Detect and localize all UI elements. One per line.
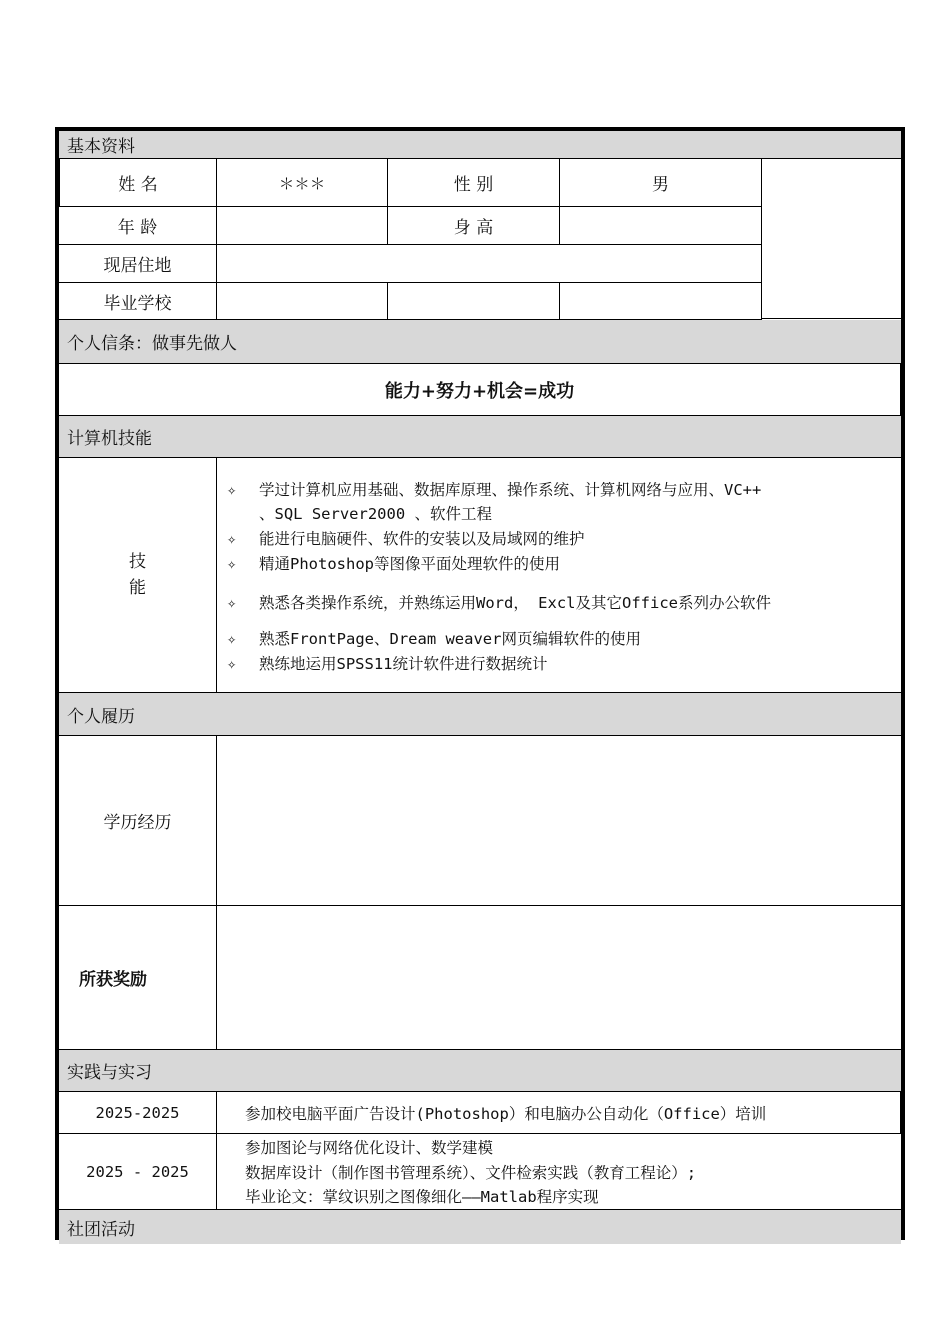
practice-desc-line: 参加图论与网络优化设计、数学建模 <box>245 1139 494 1157</box>
section-motto-title: 个人信条：做事先做人 <box>67 334 237 354</box>
skill-item-continuation: 、SQL Server2000 、软件工程 <box>259 505 492 523</box>
section-clubs-title: 社团活动 <box>67 1219 135 1240</box>
skills-label-line1: 技 <box>129 552 146 572</box>
skill-item: ✧ 熟练地运用SPSS11统计软件进行数据统计 <box>227 655 548 673</box>
gender-label: 性 别 <box>388 159 560 207</box>
section-practice-header <box>59 1050 901 1092</box>
practice-desc-2 <box>217 1134 901 1210</box>
awards-content <box>217 906 901 1050</box>
school-value <box>217 283 388 320</box>
diamond-bullet-icon: ✧ <box>227 530 237 548</box>
diamond-bullet-icon: ✧ <box>227 594 237 612</box>
practice-period-1: 2025-2025 <box>59 1092 217 1134</box>
section-computer-header <box>59 416 901 458</box>
section-basic-title: 基本资料 <box>67 137 135 157</box>
section-experience-title: 个人履历 <box>67 706 135 727</box>
section-experience-header <box>59 693 901 736</box>
skill-item: ✧ 熟悉各类操作系统，并熟练运用Word， Excl及其它Office系列办公软件 <box>227 594 771 612</box>
school-label: 毕业学校 <box>59 283 217 320</box>
education-content <box>217 736 901 906</box>
practice-desc-line: 数据库设计（制作图书管理系统）、文件检索实践（教育工程论）; <box>245 1163 697 1182</box>
skill-item: ✧ 精通Photoshop等图像平面处理软件的使用 <box>227 555 560 573</box>
diamond-bullet-icon: ✧ <box>227 555 237 573</box>
motto-text: 能力+努力+机会=成功 <box>59 364 901 416</box>
age-value <box>217 207 388 245</box>
diamond-bullet-icon: ✧ <box>227 630 237 648</box>
gender-value: 男 <box>560 159 762 207</box>
section-practice-title: 实践与实习 <box>67 1063 152 1083</box>
section-clubs-header <box>59 1210 901 1244</box>
height-value <box>560 207 762 245</box>
skill-item: ✧ 熟悉FrontPage、Dream weaver网页编辑软件的使用 <box>227 630 641 648</box>
awards-label: 所获奖励 <box>59 906 217 1050</box>
section-basic-header <box>59 131 901 159</box>
section-computer-title: 计算机技能 <box>67 429 152 449</box>
diamond-bullet-icon: ✧ <box>227 481 237 499</box>
name-value: ＊＊＊ <box>217 159 388 207</box>
section-motto-header <box>59 320 901 364</box>
school-extra-2 <box>560 283 762 320</box>
name-label: 姓 名 <box>59 159 217 207</box>
residence-label: 现居住地 <box>59 245 217 283</box>
photo-box <box>761 159 901 319</box>
skills-label <box>59 458 217 693</box>
practice-period-2: 2025 - 2025 <box>59 1134 217 1210</box>
practice-desc-1: 参加校电脑平面广告设计(Photoshop）和电脑办公自动化（Office）培训 <box>217 1092 901 1134</box>
residence-value <box>217 245 762 283</box>
practice-desc-line: 毕业论文：掌纹识别之图像细化——Matlab程序实现 <box>245 1188 599 1206</box>
diamond-bullet-icon: ✧ <box>227 655 237 673</box>
skills-label-line2: 能 <box>129 578 146 598</box>
age-label: 年 龄 <box>59 207 217 245</box>
skill-item: ✧ 学过计算机应用基础、数据库原理、操作系统、计算机网络与应用、VC++ <box>227 481 762 499</box>
school-extra-1 <box>388 283 560 320</box>
skill-item: ✧ 能进行电脑硬件、软件的安装以及局域网的维护 <box>227 530 585 548</box>
education-label: 学历经历 <box>59 736 217 906</box>
resume-sheet <box>55 127 905 1240</box>
height-label: 身 高 <box>388 207 560 245</box>
skills-list <box>217 458 901 693</box>
